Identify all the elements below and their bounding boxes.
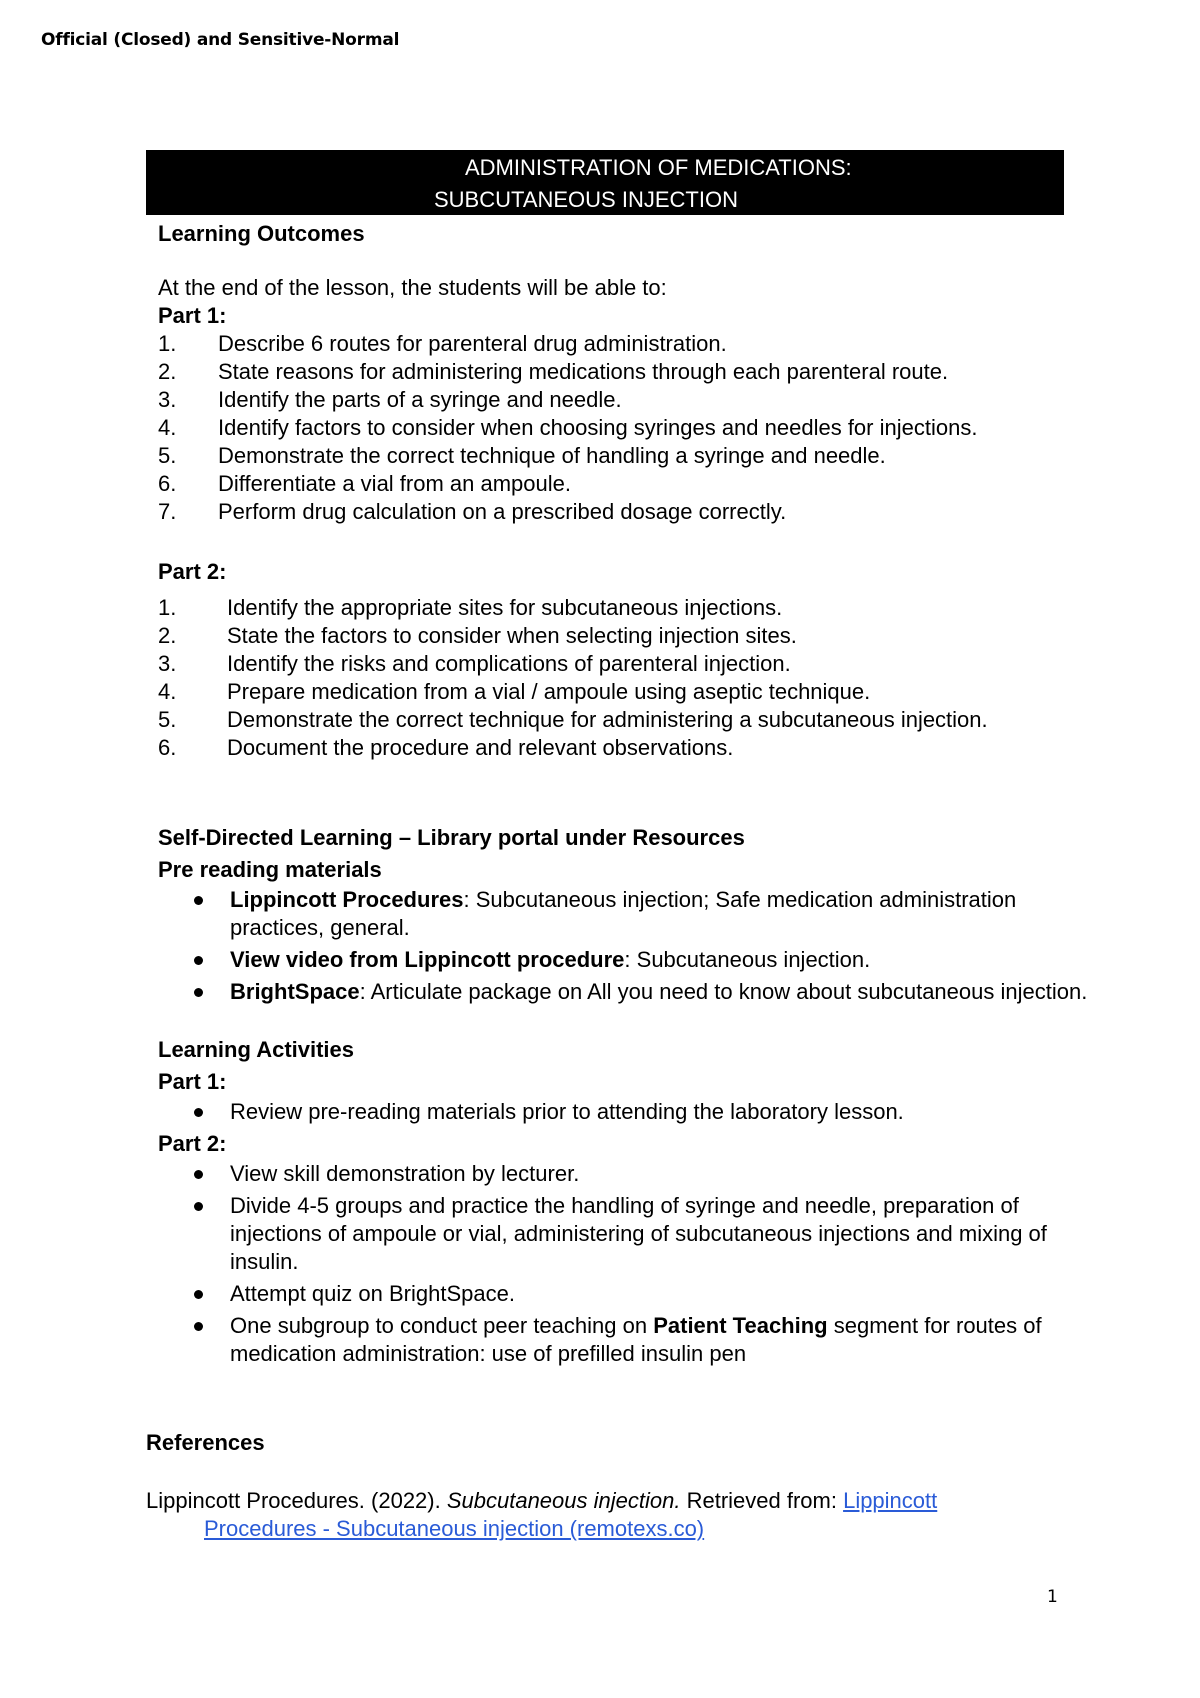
pre-reading-list	[158, 886, 1108, 1006]
list-item: Review pre-reading materials prior to attending the laboratory lesson.	[158, 1098, 1108, 1126]
list-item: BrightSpace: Articulate package on All you need to know about subcutaneous injection.	[158, 978, 1108, 1006]
title-line-1: ADMINISTRATION OF MEDICATIONS:	[465, 155, 852, 180]
learning-outcomes-heading: Learning Outcomes	[158, 221, 365, 246]
list-item: 6. Document the procedure and relevant observations.	[158, 735, 734, 760]
activities-part2-list	[158, 1160, 1108, 1368]
self-directed-heading: Self-Directed Learning – Library portal under Resources	[158, 825, 745, 850]
list-item: 4. Prepare medication from a vial / ampoule using aseptic technique.	[158, 679, 871, 704]
list-item: 6. Differentiate a vial from an ampoule.	[158, 471, 571, 496]
list-item: Divide 4-5 groups and practice the handling of syringe and needle, preparation of injections of ampoule or vial, administering of subcutaneous injections and mixing of insulin.	[158, 1192, 1108, 1276]
outcomes-intro: At the end of the lesson, the students will be able to:	[158, 275, 667, 300]
reference-link-continued[interactable]: Procedures - Subcutaneous injection (remotexs.co)	[204, 1516, 705, 1541]
outcomes-part2-heading: Part 2:	[158, 559, 227, 584]
list-item: 3. Identify the risks and complications of parenteral injection.	[158, 651, 791, 676]
learning-activities-heading: Learning Activities	[158, 1037, 355, 1062]
references-heading: References	[146, 1430, 265, 1455]
list-item: 5. Demonstrate the correct technique of handling a syringe and needle.	[158, 443, 886, 468]
reference-entry: Lippincott Procedures. (2022). Subcutaneous injection. Retrieved from: Lippincott Procedures - Subcutaneous injection (remotexs.co)	[146, 1488, 938, 1541]
title-banner	[146, 150, 1064, 215]
outcomes-part1-list	[158, 330, 1108, 526]
list-item: 5. Demonstrate the correct technique for administering a subcutaneous injection.	[158, 707, 988, 732]
pre-reading-heading: Pre reading materials	[158, 857, 382, 882]
list-item: One subgroup to conduct peer teaching on Patient Teaching segment for routes of medication administration: use of prefilled insulin pen	[158, 1312, 1108, 1368]
list-item: 7. Perform drug calculation on a prescribed dosage correctly.	[158, 499, 787, 524]
title-line-2: SUBCUTANEOUS INJECTION	[434, 187, 738, 212]
outcomes-part2-list	[158, 594, 1108, 762]
list-item: View skill demonstration by lecturer.	[158, 1160, 1108, 1188]
document-body	[158, 216, 1108, 1372]
list-item: Attempt quiz on BrightSpace.	[158, 1280, 1108, 1308]
outcomes-part1-heading: Part 1:	[158, 303, 227, 328]
activities-part2-heading: Part 2:	[158, 1131, 227, 1156]
classification-label: Official (Closed) and Sensitive-Normal	[41, 30, 400, 50]
list-item: 1. Describe 6 routes for parenteral drug administration.	[158, 331, 727, 356]
list-item: 1. Identify the appropriate sites for subcutaneous injections.	[158, 595, 783, 620]
activities-part1-heading: Part 1:	[158, 1069, 227, 1094]
page-number: 1	[1047, 1587, 1058, 1607]
list-item: 2. State reasons for administering medications through each parenteral route.	[158, 359, 949, 384]
list-item: 3. Identify the parts of a syringe and needle.	[158, 387, 622, 412]
list-item: View video from Lippincott procedure: Subcutaneous injection.	[158, 946, 1108, 974]
reference-link[interactable]: Lippincott	[843, 1488, 938, 1513]
list-item: 2. State the factors to consider when selecting injection sites.	[158, 623, 797, 648]
list-item: Lippincott Procedures: Subcutaneous injection; Safe medication administration practices, general.	[158, 886, 1108, 942]
activities-part1-list	[158, 1098, 1108, 1126]
list-item: 4. Identify factors to consider when choosing syringes and needles for injections.	[158, 415, 978, 440]
